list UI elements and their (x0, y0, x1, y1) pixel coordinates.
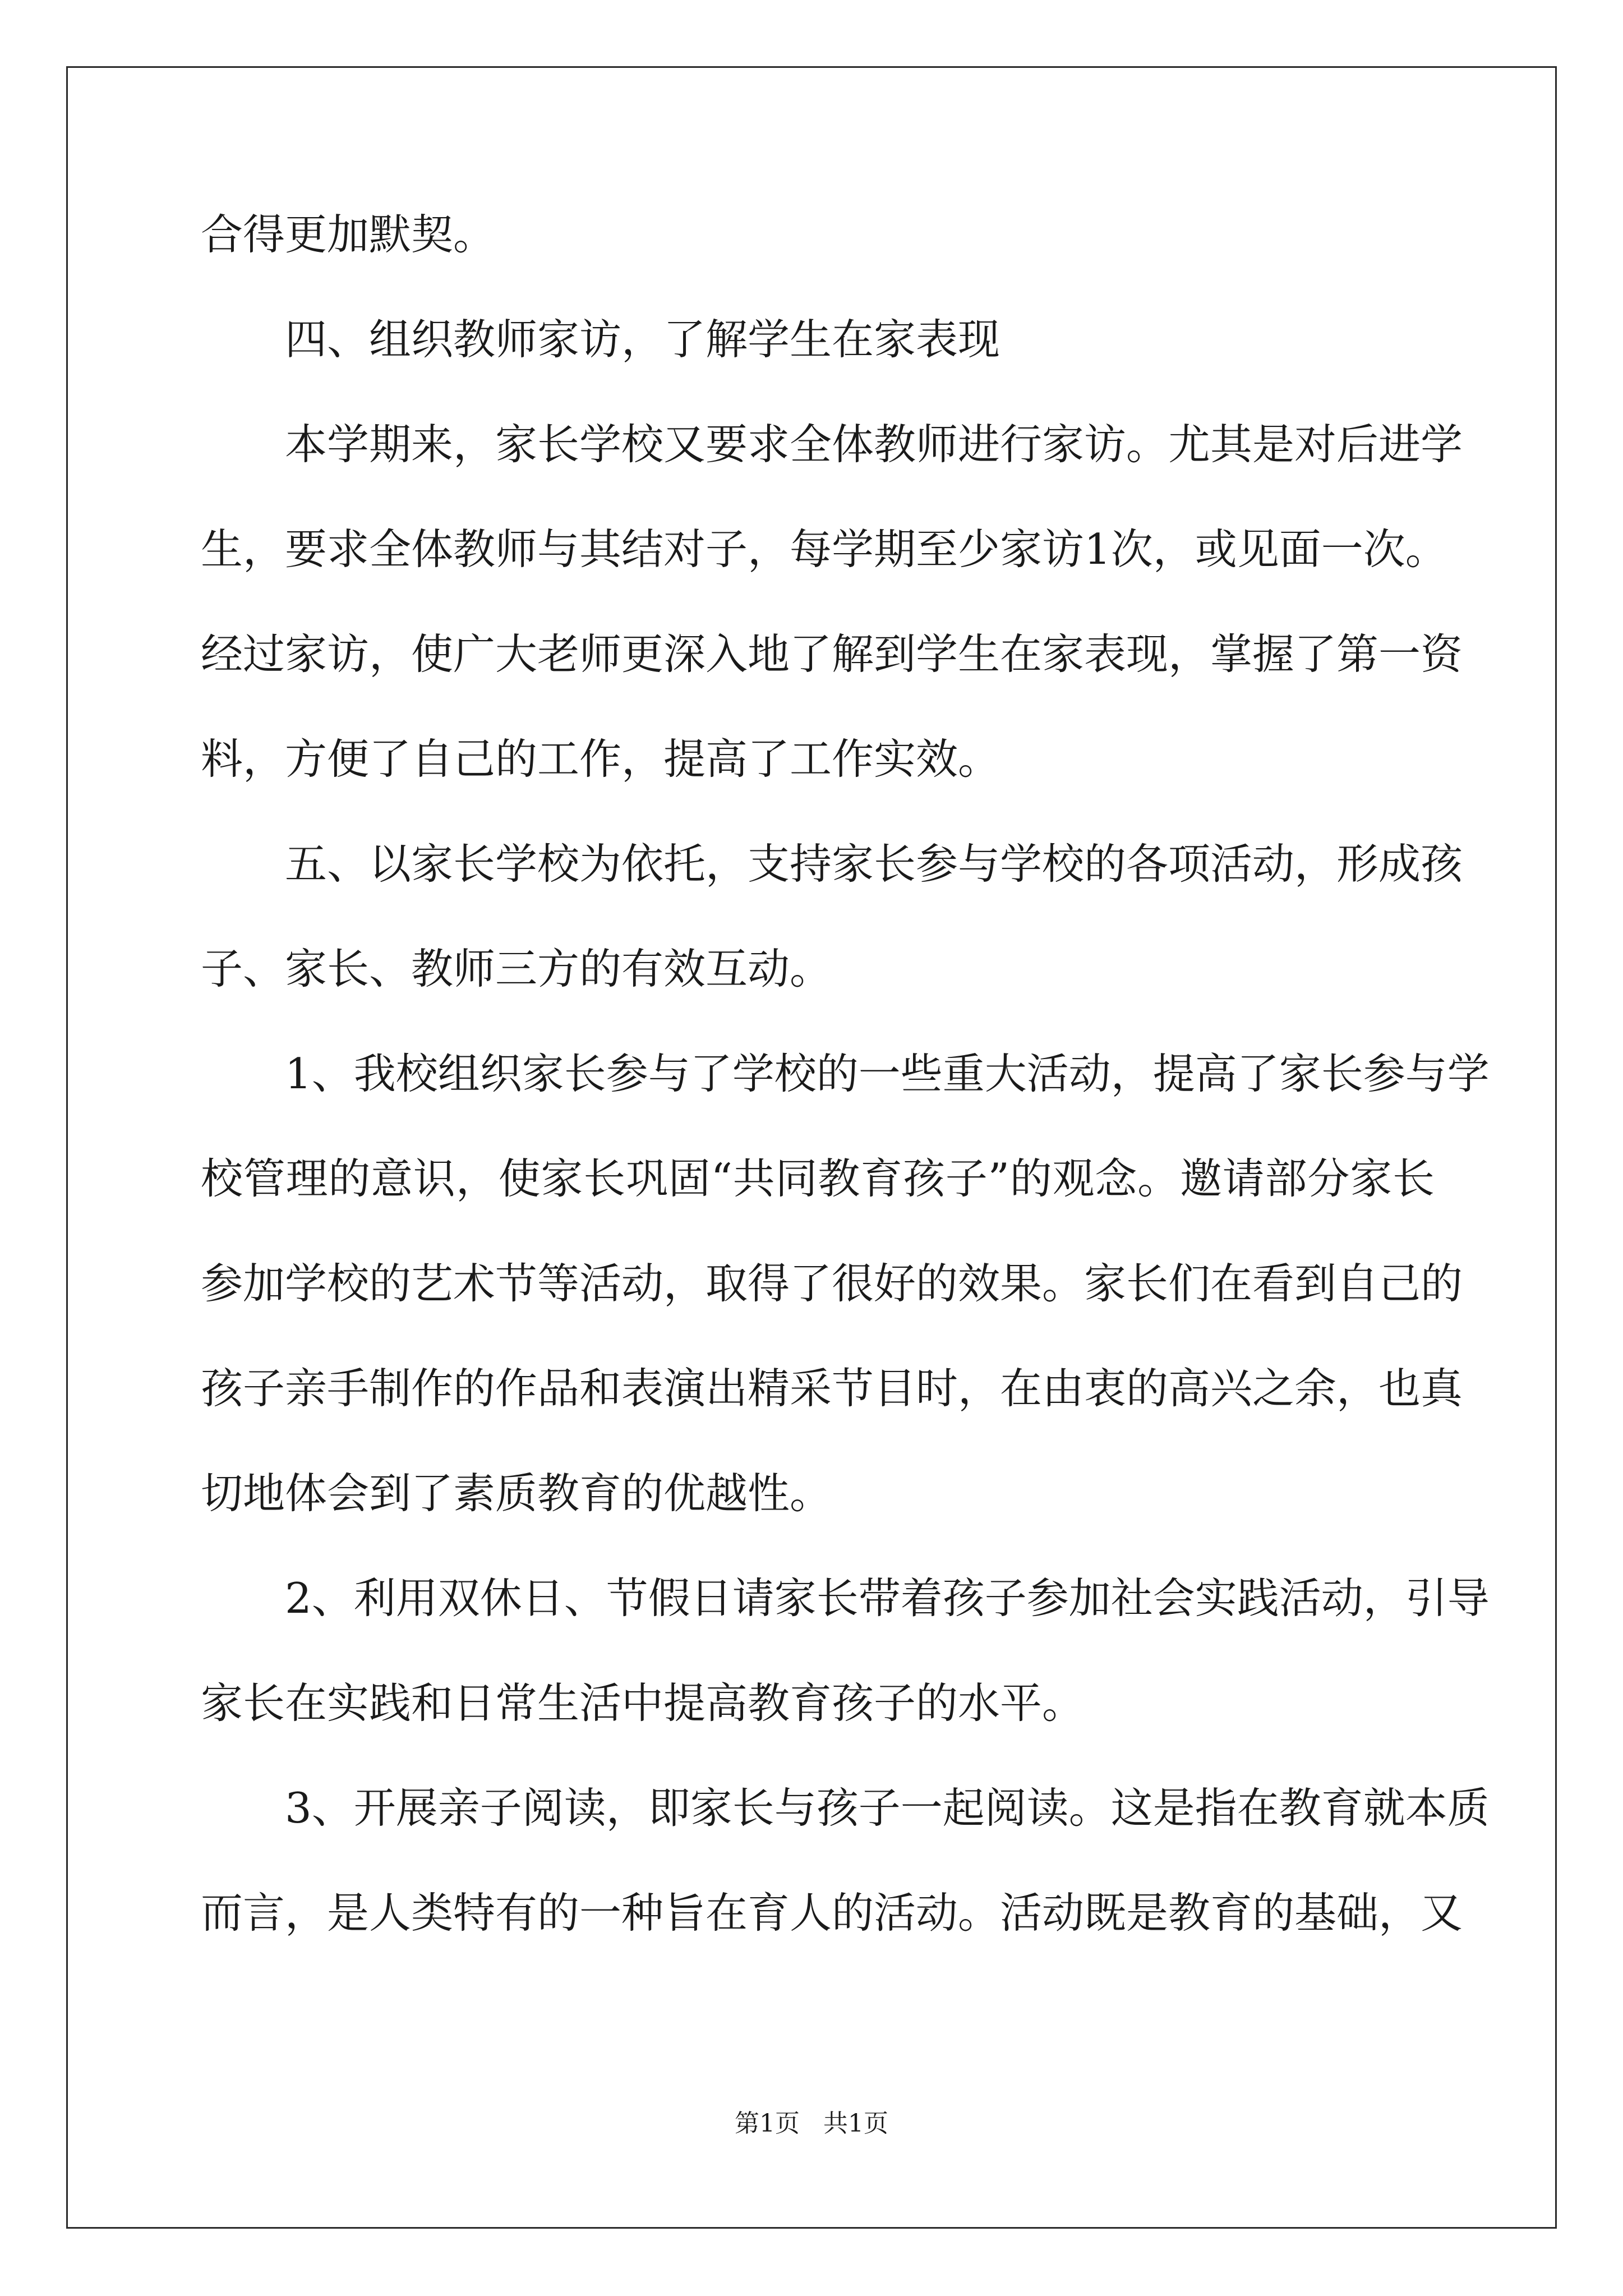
section-heading: 四、组织教师家访，了解学生在家表现 (285, 315, 1000, 364)
paragraph-line: 而言，是人类特有的一种旨在育人的活动。活动既是教育的基础，又 (201, 1888, 1463, 1938)
page-footer (0, 2108, 1623, 2139)
paragraph-line: 切地体会到了素质教育的优越性。 (201, 1469, 832, 1518)
page-total: 共1页 (823, 2109, 888, 2138)
section-heading: 子、家长、教师三方的有效互动。 (201, 944, 832, 993)
page-number: 第1页 (735, 2109, 800, 2138)
section-heading: 五、以家长学校为依托，支持家长参与学校的各项活动，形成孩 (285, 839, 1463, 889)
paragraph-line: 生，要求全体教师与其结对子，每学期至少家访1次，或见面一次。 (201, 524, 1447, 574)
paragraph-line: 家长在实践和日常生活中提高教育孩子的水平。 (201, 1678, 1085, 1728)
paragraph-line: 本学期来，家长学校又要求全体教师进行家访。尤其是对后进学 (285, 420, 1463, 469)
paragraph-line: 2、利用双休日、节假日请家长带着孩子参加社会实践活动，引导 (285, 1573, 1490, 1623)
paragraph-line: 校管理的意识，使家长巩固“共同教育孩子”的观念。邀请部分家长 (201, 1154, 1435, 1203)
paragraph-line: 孩子亲手制作的作品和表演出精采节目时，在由衷的高兴之余，也真 (201, 1364, 1463, 1413)
paragraph-line: 合得更加默契。 (201, 210, 496, 259)
paragraph-line: 1、我校组织家长参与了学校的一些重大活动，提高了家长参与学 (285, 1049, 1490, 1098)
paragraph-line: 料，方便了自己的工作，提高了工作实效。 (201, 734, 1000, 784)
paragraph-line: 3、开展亲子阅读，即家长与孩子一起阅读。这是指在教育就本质 (285, 1783, 1490, 1833)
paragraph-line: 经过家访，使广大老师更深入地了解到学生在家表现，掌握了第一资 (201, 629, 1463, 679)
document-body (201, 206, 1490, 1990)
paragraph-line: 参加学校的艺术节等活动，取得了很好的效果。家长们在看到自己的 (201, 1259, 1463, 1308)
